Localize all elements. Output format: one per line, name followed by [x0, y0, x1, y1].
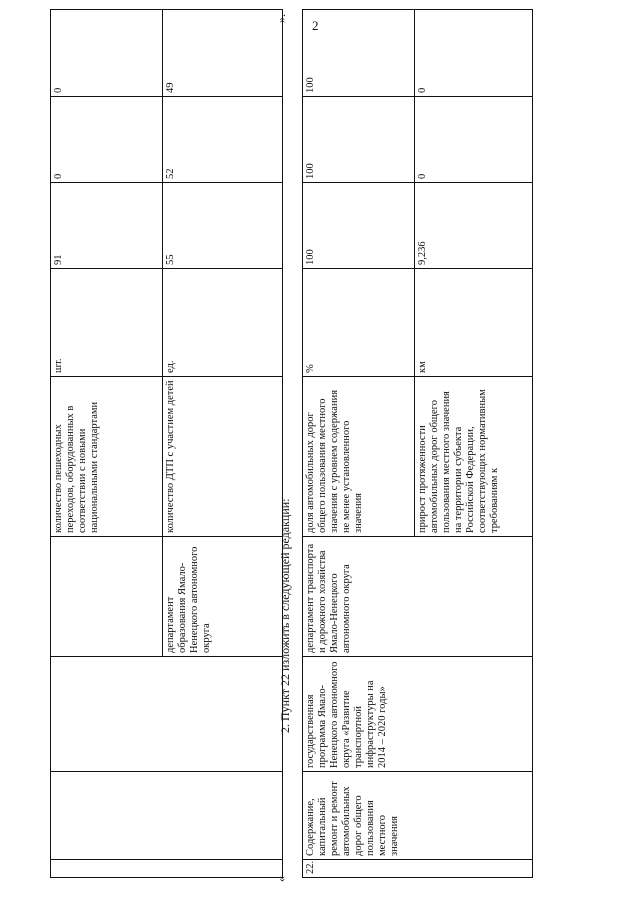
empty-cell: [51, 657, 283, 772]
indicator-cell: доля автомобильных дорог общего пользования местного значения с уровнем содержания не менее установленного значения: [303, 377, 415, 537]
value-cell: 52: [163, 97, 283, 183]
empty-cell: [51, 860, 283, 878]
table-row: [303, 10, 415, 878]
value-cell: 91: [51, 183, 163, 269]
value-cell: 100: [303, 97, 415, 183]
amendment-intro: 2. Пункт 22 изложить в следующей редакции:: [278, 498, 292, 733]
value-cell: 49: [163, 10, 283, 97]
quote-close: ».: [274, 14, 288, 23]
indicator-cell: количество ДТП с участием детей: [163, 377, 283, 537]
value-cell: 0: [51, 10, 163, 97]
item-name: Содержание, капитальный ремонт и ремонт автомобильных дорог общего пользования местного значения: [303, 772, 533, 860]
value-cell: 100: [303, 10, 415, 97]
item-number: 22.: [303, 860, 533, 878]
table-row: [51, 10, 163, 878]
rotated-page-content: [50, 10, 500, 882]
page-number: 2: [312, 18, 319, 33]
unit-cell: км: [415, 269, 533, 377]
value-cell: 0: [51, 97, 163, 183]
value-cell: 0: [415, 10, 533, 97]
unit-cell: шт.: [51, 269, 163, 377]
value-cell: 55: [163, 183, 283, 269]
unit-cell: ед.: [163, 269, 283, 377]
indicator-cell: прирост протяженности автомобильных дорог общего пользования местного значения на территории субъекта Российской Федерации, соответствующих нормативным требованиям к: [415, 377, 533, 537]
dept-cell: департамент образования Ямало-Ненецкого автономного округа: [163, 537, 283, 657]
dept-cell: [51, 537, 163, 657]
dept-cell: департамент транспорта и дорожного хозяйства Ямало-Ненецкого автономного округа: [303, 537, 533, 657]
empty-cell: [51, 772, 283, 860]
previous-table-fragment: [50, 9, 283, 878]
value-cell: 0: [415, 97, 533, 183]
value-cell: 100: [303, 183, 415, 269]
program-name: государственная программа Ямало-Ненецкого автономного округа «Развитие транспортной инфраструктуры на 2014 – 2020 годы»: [303, 657, 533, 772]
indicator-cell: количество пешеходных переходов, оборудованных в соответствии с новыми национальными стандартами: [51, 377, 163, 537]
unit-cell: %: [303, 269, 415, 377]
item-22-table: [302, 9, 533, 878]
value-cell: 9,236: [415, 183, 533, 269]
quote-open: «: [274, 876, 288, 882]
